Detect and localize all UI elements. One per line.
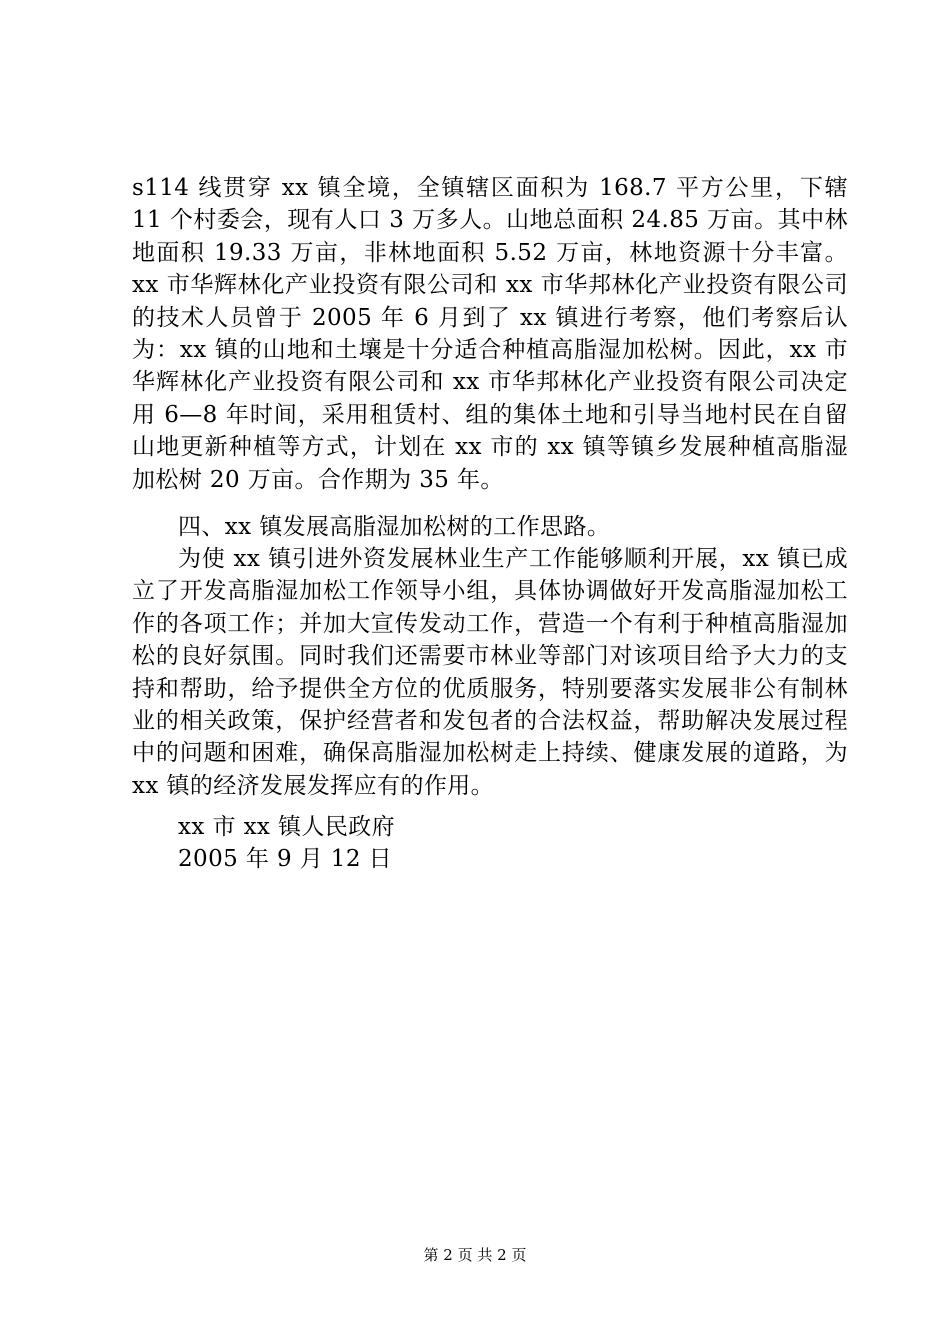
paragraph-background: s114 线贯穿 xx 镇全境，全镇辖区面积为 168.7 平方公里，下辖 11 个村委会，现有人口 3 万多人。山地总面积 24.85 万亩。其中林地面积 19.33 万亩，非林地面积 5.52 万亩，林地资源十分丰富。xx 市华辉林化产业投资有限公司和 xx 市华邦林化产业投资有限公司的技术人员曾于 2005 年 6 月到了 xx 镇进行考察，他们考察后认为：xx 镇的山地和土壤是十分适合种植高脂湿加松树。因此，xx 市华辉林化产业投资有限公司和 xx 市华邦林化产业投资有限公司决定用 6—8 年时间，采用租赁村、组的集体土地和引导当地村民在自留山地更新种植等方式，计划在 xx 市的 xx 镇等镇乡发展种植高脂湿加松树 20 万亩。合作期为 35 年。 <box>132 175 848 493</box>
section-heading: 四、xx 镇发展高脂湿加松树的工作思路。 <box>178 514 611 540</box>
page-footer: 第 2 页 共 2 页 <box>423 1246 527 1264</box>
paragraph-work-plan: 为使 xx 镇引进外资发展林业生产工作能够顺利开展，xx 镇已成立了开发高脂湿加松工作领导小组，具体协调做好开发高脂湿加松工作的各项工作；并加大宣传发动工作，营造一个有利于种植高脂湿加松的良好氛围。同时我们还需要市林业等部门对该项目给予大力的支持和帮助，给予提供全方位的优质服务，特别要落实发展非公有制林业的相关政策，保护经营者和发包者的合法权益，帮助解决发展过程中的问题和困难，确保高脂湿加松树走上持续、健康发展的道路，为 xx 镇的经济发展发挥应有的作用。 <box>132 546 848 799</box>
signature-date: 2005 年 9 月 12 日 <box>178 846 392 872</box>
signature-organization: xx 市 xx 镇人民政府 <box>178 814 396 840</box>
